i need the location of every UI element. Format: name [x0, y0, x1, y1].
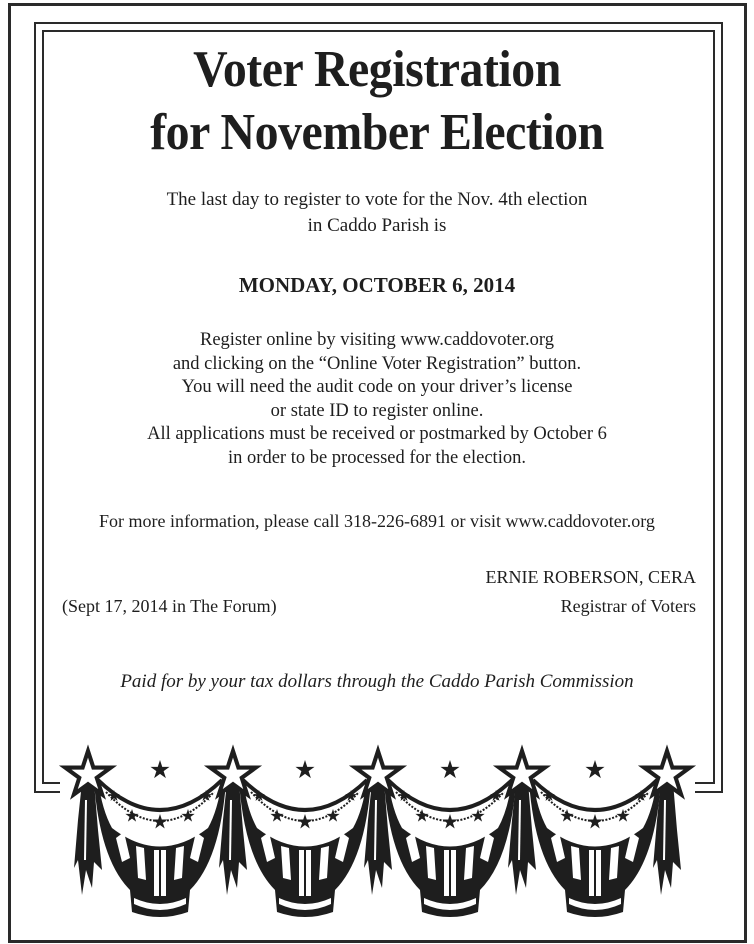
signatory-title: Registrar of Voters	[560, 596, 696, 616]
more-info: For more information, please call 318-226-6891 or visit www.caddovoter.org	[99, 511, 655, 531]
star-filled-icon	[150, 760, 169, 778]
bunting-decoration	[0, 740, 754, 930]
title-line-1: Voter Registration	[193, 41, 561, 98]
intro-line-2: in Caddo Parish is	[307, 215, 447, 236]
swag-3	[384, 780, 516, 917]
instructions	[0, 329, 754, 471]
paid-for-notice: Paid for by your tax dollars through the Caddo Parish Commission	[120, 671, 634, 692]
deadline-date: MONDAY, OCTOBER 6, 2014	[238, 273, 516, 297]
instruction-line: in order to be processed for the election.	[228, 447, 526, 468]
instruction-line: Register online by visiting www.caddovoter.org	[199, 330, 555, 350]
instruction-line: or state ID to register online.	[270, 400, 484, 421]
star-filled-icon	[585, 760, 604, 778]
instruction-line: You will need the audit code on your driver’s license	[181, 377, 573, 398]
signatory-name: ERNIE ROBERSON, CERA	[485, 567, 696, 587]
swag-4	[529, 780, 661, 917]
swag-1	[94, 780, 226, 917]
star-filled-icon	[295, 760, 314, 778]
title-line-2: for November Election	[150, 104, 604, 161]
star-filled-icon	[440, 760, 459, 778]
instruction-line: All applications must be received or postmarked by October 6	[147, 424, 607, 445]
instruction-line: and clicking on the “Online Voter Registration” button.	[172, 353, 582, 374]
intro-line-1: The last day to register to vote for the Nov. 4th election	[166, 189, 588, 210]
swag-2	[239, 780, 371, 917]
publication-note: (Sept 17, 2014 in The Forum)	[62, 596, 277, 616]
